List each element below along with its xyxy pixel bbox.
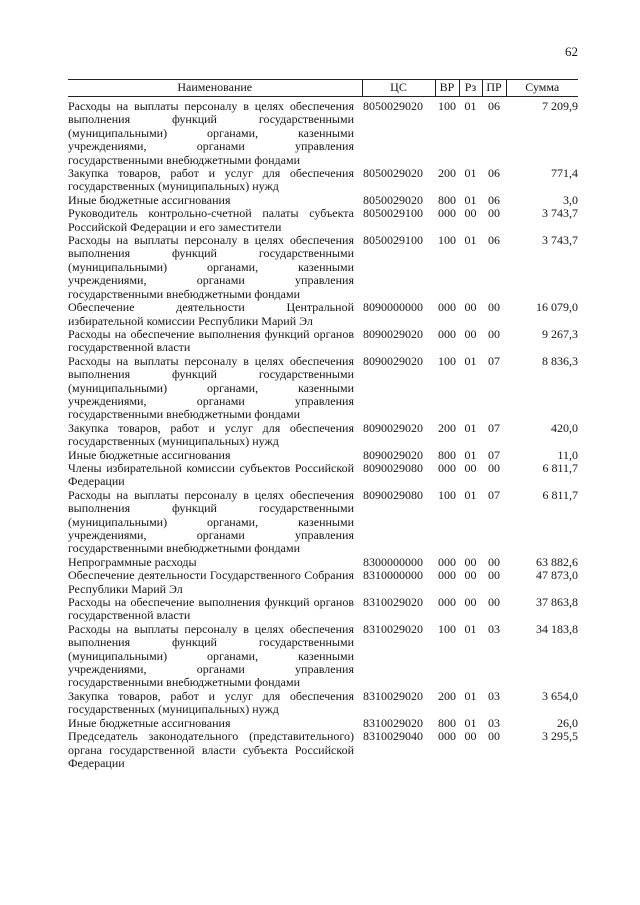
page-number: 62 — [565, 44, 578, 59]
row-cs: 8090029080 — [363, 487, 423, 502]
row-name: Расходы на выплаты персоналу в целях обеспечения выполнения функций государственными (муниципальными) органами, казенными учреждениями, органами управления государственными внебюджетными фондами — [68, 99, 354, 167]
row-rz: 01 — [464, 487, 477, 502]
row-name: Члены избирательной комиссии субъектов Российской Федерации — [68, 460, 354, 489]
row-sum: 3 654,0 — [542, 688, 578, 703]
row-pr: 00 — [488, 568, 500, 583]
row-rz: 00 — [464, 729, 477, 744]
row-cs: 8050029100 — [363, 206, 423, 221]
row-cs: 8050029100 — [363, 233, 423, 248]
table-row — [68, 462, 578, 489]
row-vr: 000 — [438, 326, 456, 341]
row-rz: 01 — [464, 688, 477, 703]
row-vr: 000 — [438, 460, 456, 475]
row-cs: 8050029020 — [363, 166, 423, 181]
table-body — [68, 97, 578, 771]
row-rz: 00 — [464, 206, 477, 221]
row-rz: 00 — [464, 326, 477, 341]
row-sum: 26,0 — [557, 715, 578, 730]
row-sum: 7 209,9 — [542, 99, 578, 113]
row-cs: 8050029020 — [363, 99, 423, 113]
row-pr: 03 — [488, 621, 500, 636]
row-sum: 11,0 — [557, 447, 578, 462]
row-rz: 00 — [464, 554, 477, 569]
table-row — [68, 489, 578, 556]
row-pr: 00 — [488, 460, 500, 475]
row-vr: 800 — [438, 192, 456, 207]
row-rz: 00 — [464, 460, 477, 475]
table-row — [68, 556, 578, 569]
row-pr: 06 — [488, 233, 500, 248]
row-cs: 8090029020 — [363, 447, 423, 462]
table-row — [68, 717, 578, 730]
row-cs: 8310029020 — [363, 621, 423, 636]
row-sum: 9 267,3 — [542, 326, 578, 341]
row-vr: 100 — [438, 99, 456, 113]
row-pr: 07 — [488, 420, 500, 435]
table-row — [68, 167, 578, 194]
row-cs: 8090029020 — [363, 420, 423, 435]
row-vr: 000 — [438, 300, 456, 315]
row-pr: 00 — [488, 729, 500, 744]
row-rz: 01 — [464, 99, 477, 113]
row-vr: 100 — [438, 621, 456, 636]
row-sum: 420,0 — [551, 420, 578, 435]
row-name: Закупка товаров, работ и услуг для обеспечения государственных (муниципальных) нужд — [68, 688, 354, 717]
row-rz: 01 — [464, 715, 477, 730]
row-sum: 6 811,7 — [542, 487, 578, 502]
row-cs: 8310029020 — [363, 688, 423, 703]
row-vr: 800 — [438, 715, 456, 730]
table-row — [68, 207, 578, 234]
row-vr: 000 — [438, 729, 456, 744]
row-vr: 000 — [438, 554, 456, 569]
row-cs: 8090029020 — [363, 326, 423, 341]
row-vr: 200 — [438, 420, 456, 435]
row-name: Обеспечение деятельности Центральной избирательной комиссии Республики Марий Эл — [68, 300, 354, 328]
table-row — [68, 97, 578, 168]
row-pr: 00 — [488, 554, 500, 569]
table-row — [68, 328, 578, 355]
table-row — [68, 234, 578, 301]
row-name: Иные бюджетные ассигнования — [68, 715, 231, 730]
table-header-row — [68, 80, 578, 97]
table-row — [68, 623, 578, 690]
table-row — [68, 730, 578, 770]
row-name: Руководитель контрольно-счетной палаты субъекта Российской Федерации и его заместители — [68, 206, 354, 234]
row-name: Непрограммные расходы — [68, 554, 197, 569]
row-pr: 07 — [488, 353, 500, 368]
row-cs: 8310029020 — [363, 715, 423, 730]
header-name: Наименование — [68, 80, 362, 97]
row-rz: 01 — [464, 233, 477, 248]
table-row — [68, 449, 578, 462]
row-name: Расходы на выплаты персоналу в целях обеспечения выполнения функций государственными (муниципальными) органами, казенными учреждениями, органами управления государственными внебюджетными фондами — [68, 487, 354, 556]
row-name: Расходы на выплаты персоналу в целях обеспечения выполнения функций государственными (муниципальными) органами, казенными учреждениями, органами управления государственными внебюджетными фондами — [68, 621, 354, 690]
row-vr: 000 — [438, 568, 456, 583]
row-rz: 00 — [464, 595, 477, 610]
row-name: Расходы на обеспечение выполнения функций органов государственной власти — [68, 326, 354, 355]
row-pr: 07 — [488, 487, 500, 502]
table-row — [68, 194, 578, 207]
table-row — [68, 422, 578, 449]
row-name: Иные бюджетные ассигнования — [68, 447, 231, 462]
row-sum: 16 079,0 — [536, 300, 578, 315]
row-name: Обеспечение деятельности Государственного Собрания Республики Марий Эл — [68, 568, 354, 596]
row-vr: 100 — [438, 233, 456, 248]
row-rz: 01 — [464, 353, 477, 368]
row-cs: 8300000000 — [363, 554, 423, 569]
row-rz: 01 — [464, 192, 477, 207]
row-pr: 03 — [488, 715, 500, 730]
row-cs: 8090029020 — [363, 353, 423, 368]
row-rz: 01 — [464, 447, 477, 462]
table-row — [68, 596, 578, 623]
row-pr: 00 — [488, 595, 500, 610]
row-cs: 8310029020 — [363, 595, 423, 610]
row-vr: 200 — [438, 688, 456, 703]
row-rz: 01 — [464, 420, 477, 435]
row-cs: 8310000000 — [363, 568, 423, 583]
budget-table — [68, 79, 578, 770]
row-vr: 100 — [438, 487, 456, 502]
row-cs: 8090029080 — [363, 460, 423, 475]
row-name: Иные бюджетные ассигнования — [68, 192, 231, 207]
row-sum: 3 743,7 — [542, 233, 578, 248]
row-pr: 00 — [488, 300, 500, 315]
row-sum: 37 863,8 — [536, 595, 578, 610]
table-row — [68, 301, 578, 328]
row-cs: 8090000000 — [363, 300, 423, 315]
row-vr: 000 — [438, 595, 456, 610]
row-vr: 000 — [438, 206, 456, 221]
row-cs: 8310029040 — [363, 729, 423, 744]
table-row — [68, 569, 578, 596]
row-vr: 100 — [438, 353, 456, 368]
row-sum: 63 882,6 — [536, 554, 578, 569]
row-sum: 3 743,7 — [542, 206, 578, 221]
row-pr: 06 — [488, 99, 500, 113]
row-sum: 3,0 — [563, 192, 578, 207]
header-sum: Сумма — [506, 80, 578, 97]
row-pr: 03 — [488, 688, 500, 703]
row-sum: 47 873,0 — [536, 568, 578, 583]
row-pr: 06 — [488, 166, 500, 181]
row-name: Председатель законодательного (представительного) органа государственной власти субъекта Российской Федерации — [68, 729, 354, 770]
header-vr: ВР — [435, 80, 459, 97]
row-sum: 771,4 — [551, 166, 578, 181]
row-name: Расходы на выплаты персоналу в целях обеспечения выполнения функций государственными (муниципальными) органами, казенными учреждениями, органами управления государственными внебюджетными фондами — [68, 353, 354, 422]
row-pr: 06 — [488, 192, 500, 207]
row-cs: 8050029020 — [363, 192, 423, 207]
row-pr: 00 — [488, 326, 500, 341]
row-name: Расходы на выплаты персоналу в целях обеспечения выполнения функций государственными (муниципальными) органами, казенными учреждениями, органами управления государственными внебюджетными фондами — [68, 233, 354, 301]
row-sum: 6 811,7 — [542, 460, 578, 475]
row-sum: 3 295,5 — [542, 729, 578, 744]
row-name: Расходы на обеспечение выполнения функций органов государственной власти — [68, 595, 354, 623]
row-name: Закупка товаров, работ и услуг для обеспечения государственных (муниципальных) нужд — [68, 166, 354, 194]
row-sum: 34 183,8 — [536, 621, 578, 636]
row-pr: 00 — [488, 206, 500, 221]
row-sum: 8 836,3 — [542, 353, 578, 368]
row-name: Закупка товаров, работ и услуг для обеспечения государственных (муниципальных) нужд — [68, 420, 354, 449]
row-pr: 07 — [488, 447, 500, 462]
table-row — [68, 690, 578, 717]
header-cs: ЦС — [362, 80, 435, 97]
row-rz: 01 — [464, 166, 477, 181]
row-vr: 200 — [438, 166, 456, 181]
header-rz: Рз — [459, 80, 482, 97]
row-rz: 00 — [464, 300, 477, 315]
row-rz: 01 — [464, 621, 477, 636]
header-pr: ПР — [482, 80, 506, 97]
row-rz: 00 — [464, 568, 477, 583]
row-vr: 800 — [438, 447, 456, 462]
table-row — [68, 355, 578, 422]
